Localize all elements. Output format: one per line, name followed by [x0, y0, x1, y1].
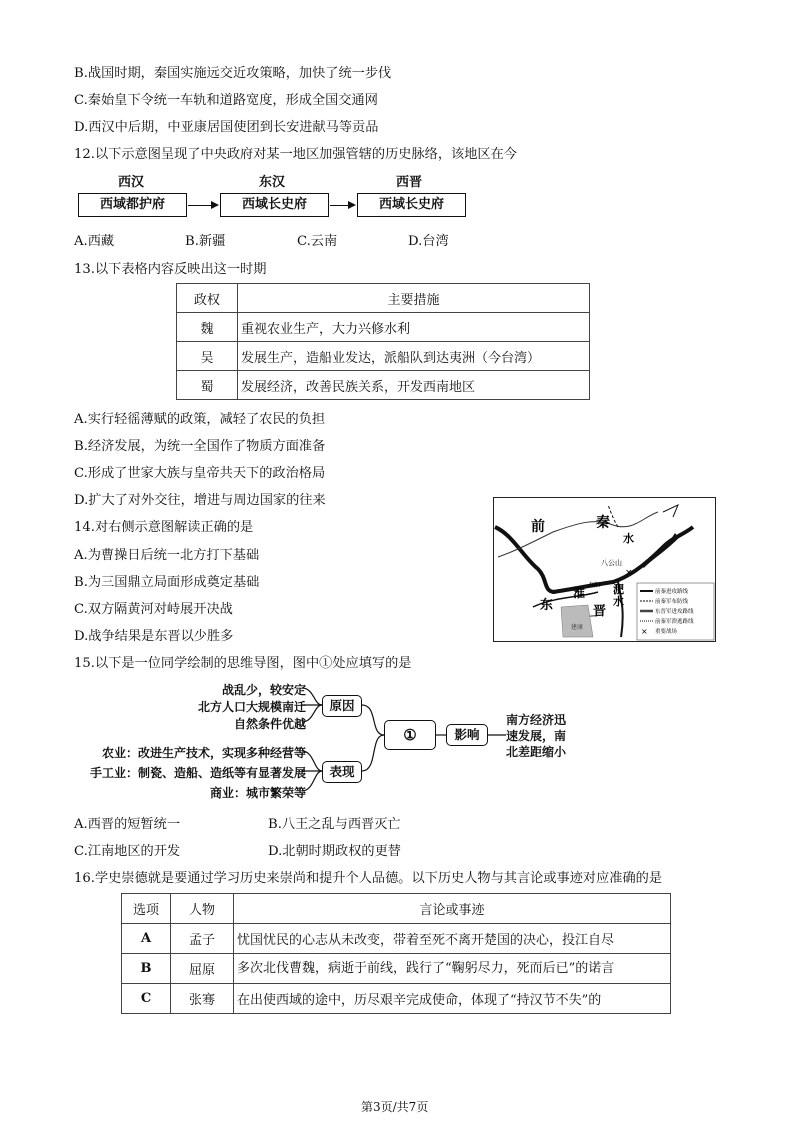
- q14-option-c: C.双方隔黄河对峙展开决战: [74, 602, 233, 617]
- impact-box: 影响: [446, 724, 488, 746]
- map-shaded-region: [561, 605, 593, 637]
- legend-swatch-5: ×: [641, 627, 648, 636]
- map-label-bagongshan: 八公山: [601, 559, 622, 567]
- table-cell: 发展经济，改善民族关系，开发西南地区: [238, 371, 590, 400]
- q13-option-d: D.扩大了对外交往，增进与周边国家的往来: [74, 493, 326, 508]
- table-cell: 在出使西域的途中，历尽艰辛完成使命，体现了“持汉节不失”的: [234, 984, 671, 1014]
- map-label-jin: 晋: [593, 604, 607, 619]
- q11-option-b: B.战国时期，秦国实施远交近攻策略，加快了统一步伐: [74, 66, 392, 81]
- q12-arrow-head-1: [211, 201, 219, 209]
- q13-option-a: A.实行轻徭薄赋的政策，减轻了农民的负担: [74, 412, 326, 427]
- q12-box-2: 西域长史府: [220, 193, 329, 217]
- q12-box-3: 西域长史府: [357, 193, 466, 217]
- q15-option-a: A.西晋的短暂统一: [74, 817, 181, 832]
- q13-table: [176, 283, 590, 400]
- table-row: [177, 313, 590, 342]
- legend-item-2: 前秦军布防线: [655, 599, 689, 605]
- q15-option-d: D.北朝时期政权的更替: [268, 844, 401, 859]
- q15-option-b: B.八王之乱与西晋灭亡: [268, 817, 401, 832]
- table-cell: 蜀: [177, 371, 238, 400]
- table-cell: 张骞: [171, 984, 234, 1014]
- page-footer: 第3页/共7页: [361, 1100, 429, 1114]
- table-header-cell: 政权: [177, 284, 238, 313]
- performance-item-3: 商业：城市繁荣等: [209, 786, 306, 800]
- q14-option-d: D.战争结果是东晋以少胜多: [74, 629, 234, 644]
- performance-item-1: 农业：改进生产技术，实现多种经营等: [101, 746, 306, 760]
- table-cell: 孟子: [171, 924, 234, 954]
- map-legend: [637, 583, 714, 640]
- map-label-dong: 东: [540, 598, 554, 613]
- q12-period-3: 西晋: [396, 175, 423, 190]
- q12-option-a: A.西藏: [74, 234, 115, 249]
- q11-option-c: C.秦始皇下令统一车轨和道路宽度，形成全国交通网: [74, 93, 378, 108]
- q14-option-b: B.为三国鼎立局面形成奠定基础: [74, 575, 260, 590]
- table-row: [122, 894, 671, 924]
- table-cell: 吴: [177, 342, 238, 371]
- q12-box-1: 西域都护府: [78, 193, 187, 217]
- map-label-fei: 淝: [613, 583, 624, 596]
- q12-period-2: 东汉: [259, 175, 286, 190]
- q16-table-clip: [121, 893, 673, 1016]
- performance-item-2: 手工业：制瓷、造船、造纸等有显著发展: [89, 766, 306, 780]
- reason-item-2: 北方人口大规模南迁: [197, 700, 306, 714]
- q12-option-c: C.云南: [297, 234, 338, 249]
- table-cell: 魏: [177, 313, 238, 342]
- q12-arrow-line-1: [188, 205, 212, 206]
- table-cell: 发展生产，造船业发达，派船队到达夷洲（今台湾）: [238, 342, 590, 371]
- map-battle-marker: ×: [625, 568, 633, 578]
- impact-text-line-1: 南方经济迅: [506, 713, 567, 727]
- table-row: [177, 342, 590, 371]
- map-label-shui-1: 水: [623, 532, 634, 545]
- q13-stem: 13.以下表格内容反映出这一时期: [74, 262, 267, 277]
- table-cell: 多次北伐曹魏，病逝于前线，践行了“鞠躬尽力，死而后已”的诺言: [234, 954, 671, 984]
- map-label-qin: 秦: [596, 515, 610, 531]
- map-label-shouyang: 寿阳: [588, 582, 601, 589]
- table-row: [177, 371, 590, 400]
- table-row: [122, 954, 671, 984]
- table-header-cell: 人物: [171, 894, 234, 924]
- legend-item-5: 重要战场: [655, 629, 678, 635]
- reason-item-3: 自然条件优越: [233, 717, 306, 731]
- table-header-cell: 言论或事迹: [234, 894, 671, 924]
- q15-option-c: C.江南地区的开发: [74, 844, 181, 859]
- q16-stem: 16.学史崇德就是要通过学习历史来崇尚和提升个人品德。以下历史人物与其言论或事迹对应准确的是: [74, 871, 663, 886]
- q16-table: [121, 893, 671, 1014]
- q12-arrow-head-2: [348, 201, 356, 209]
- map-label-qian: 前: [531, 519, 545, 535]
- q14-option-a: A.为曹操日后统一北方打下基础: [74, 548, 260, 563]
- q13-option-b: B.经济发展，为统一全国作了物质方面准备: [74, 439, 326, 454]
- map-label-shui-2: 水: [613, 595, 624, 608]
- q12-option-b: B.新疆: [185, 234, 226, 249]
- table-header-cell: 主要措施: [238, 284, 590, 313]
- q12-option-d: D.台湾: [408, 234, 449, 249]
- center-blank-box: ①: [384, 720, 436, 750]
- reason-box: 原因: [322, 695, 362, 717]
- performance-box: 表现: [322, 761, 362, 783]
- q13-option-c: C.形成了世家大族与皇帝共天下的政治格局: [74, 466, 326, 481]
- map-label-huai: 淮: [573, 586, 586, 600]
- table-row: [177, 284, 590, 313]
- table-header-cell: 选项: [122, 894, 171, 924]
- q11-option-d: D.西汉中后期，中亚康居国使团到长安进献马等贡品: [74, 120, 379, 135]
- table-cell: C: [122, 984, 171, 1014]
- reason-item-1: 战乱少，较安定: [221, 683, 306, 697]
- feishui-battle-map: [493, 497, 716, 642]
- q12-period-1: 西汉: [118, 175, 145, 190]
- table-cell: 忧国忧民的心志从未改变，带着至死不离开楚国的决心，投江自尽: [234, 924, 671, 954]
- impact-text-line-3: 北差距缩小: [506, 745, 567, 759]
- q12-stem: 12.以下示意图呈现了中央政府对某一地区加强管辖的历史脉络，该地区在今: [74, 147, 517, 162]
- table-cell: 屈原: [171, 954, 234, 984]
- legend-item-4: 前秦军溃逃路线: [655, 619, 694, 625]
- table-cell: A: [122, 924, 171, 954]
- legend-item-1: 前秦进攻路线: [655, 589, 689, 595]
- table-row: [122, 984, 671, 1014]
- table-cell: B: [122, 954, 171, 984]
- q12-arrow-line-2: [330, 205, 349, 206]
- connector-perf-center: [362, 735, 384, 771]
- table-row: [122, 924, 671, 954]
- impact-text-line-2: 速发展，南: [506, 729, 567, 743]
- connector-reason-center: [362, 705, 384, 735]
- legend-item-3: 东晋军进攻路线: [655, 609, 694, 615]
- q14-stem: 14.对右侧示意图解读正确的是: [74, 520, 254, 535]
- q15-stem: 15.以下是一位同学绘制的思维导图，图中①处应填写的是: [74, 656, 412, 671]
- table-cell: 重视农业生产，大力兴修水利: [238, 313, 590, 342]
- map-label-jiankang: 建康: [571, 624, 584, 631]
